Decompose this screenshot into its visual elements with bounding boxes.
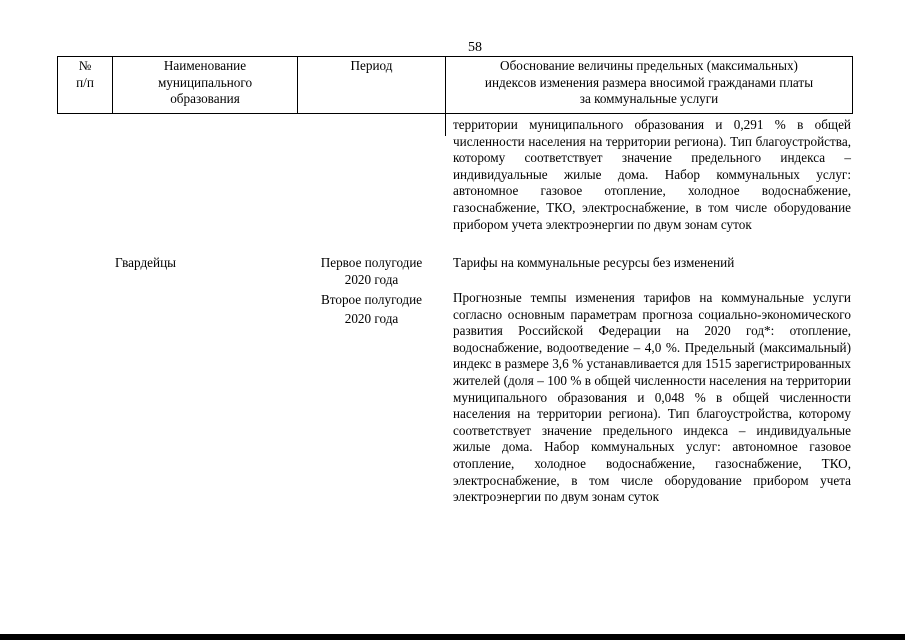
table-top-border: [57, 56, 853, 57]
forecast-text: Прогнозные темпы изменения тарифов на коммунальные услуги согласно основным параметрам прогноза социально-экономического развития Российской Федерации на 2020 год*: отопление, водоснабжение, водоотведение – 4,0 %. Предельный (максимальный) индекс в размере 3,6 % устанавливается для 1515 зарегистрированных жителей (доля – 100 % в общей численности населения на территории муниципального образования и 0,048 % в общей численности населения на территории региона). Тип благоустройства, которому соответствует значение предельного индекса – индивидуальные жилые дома. Набор коммунальных услуг: автономное газовое отопление, холодное водоснабжение, газоснабжение, ТКО, электроснабжение, в том числе оборудование прибором учета электроэнергии по двум зонам суток: [453, 290, 851, 505]
period-second-half: Второе полугодие 2020 года: [320, 292, 423, 326]
header-period: Период: [350, 58, 393, 73]
col-divider-4: [445, 114, 446, 136]
header-justification: Обоснование величины предельных (максимальных) индексов изменения размера вносимой гражданами платы за коммунальные услуги: [484, 58, 814, 106]
period-first-half: Первое полугодие 2020 года: [320, 255, 423, 287]
col-divider-3: [445, 56, 446, 114]
continuation-text: территории муниципального образования и 0,291 % в общей численности населения на территории региона). Тип благоустройства, которому соответствует значение предельного индекса – индивидуальные жилые дома. Набор коммунальных услуг: автономное газовое отопление, холодное водоснабжение, газоснабжение, ТКО, электроснабжение, в том числе оборудование прибором учета электроэнергии по двум зонам суток: [453, 117, 851, 232]
tariffs-unchanged-text: Тарифы на коммунальные ресурсы без изменений: [453, 255, 735, 270]
header-municipality: Наименование муниципального образования: [157, 58, 253, 106]
table-right-border: [852, 56, 853, 114]
scan-edge-bar: [0, 634, 905, 640]
table-header-bottom-border: [57, 113, 853, 114]
page-number: 58: [468, 40, 482, 55]
municipality-name: Гвардейцы: [115, 255, 176, 270]
header-num: № п/п: [76, 58, 94, 90]
